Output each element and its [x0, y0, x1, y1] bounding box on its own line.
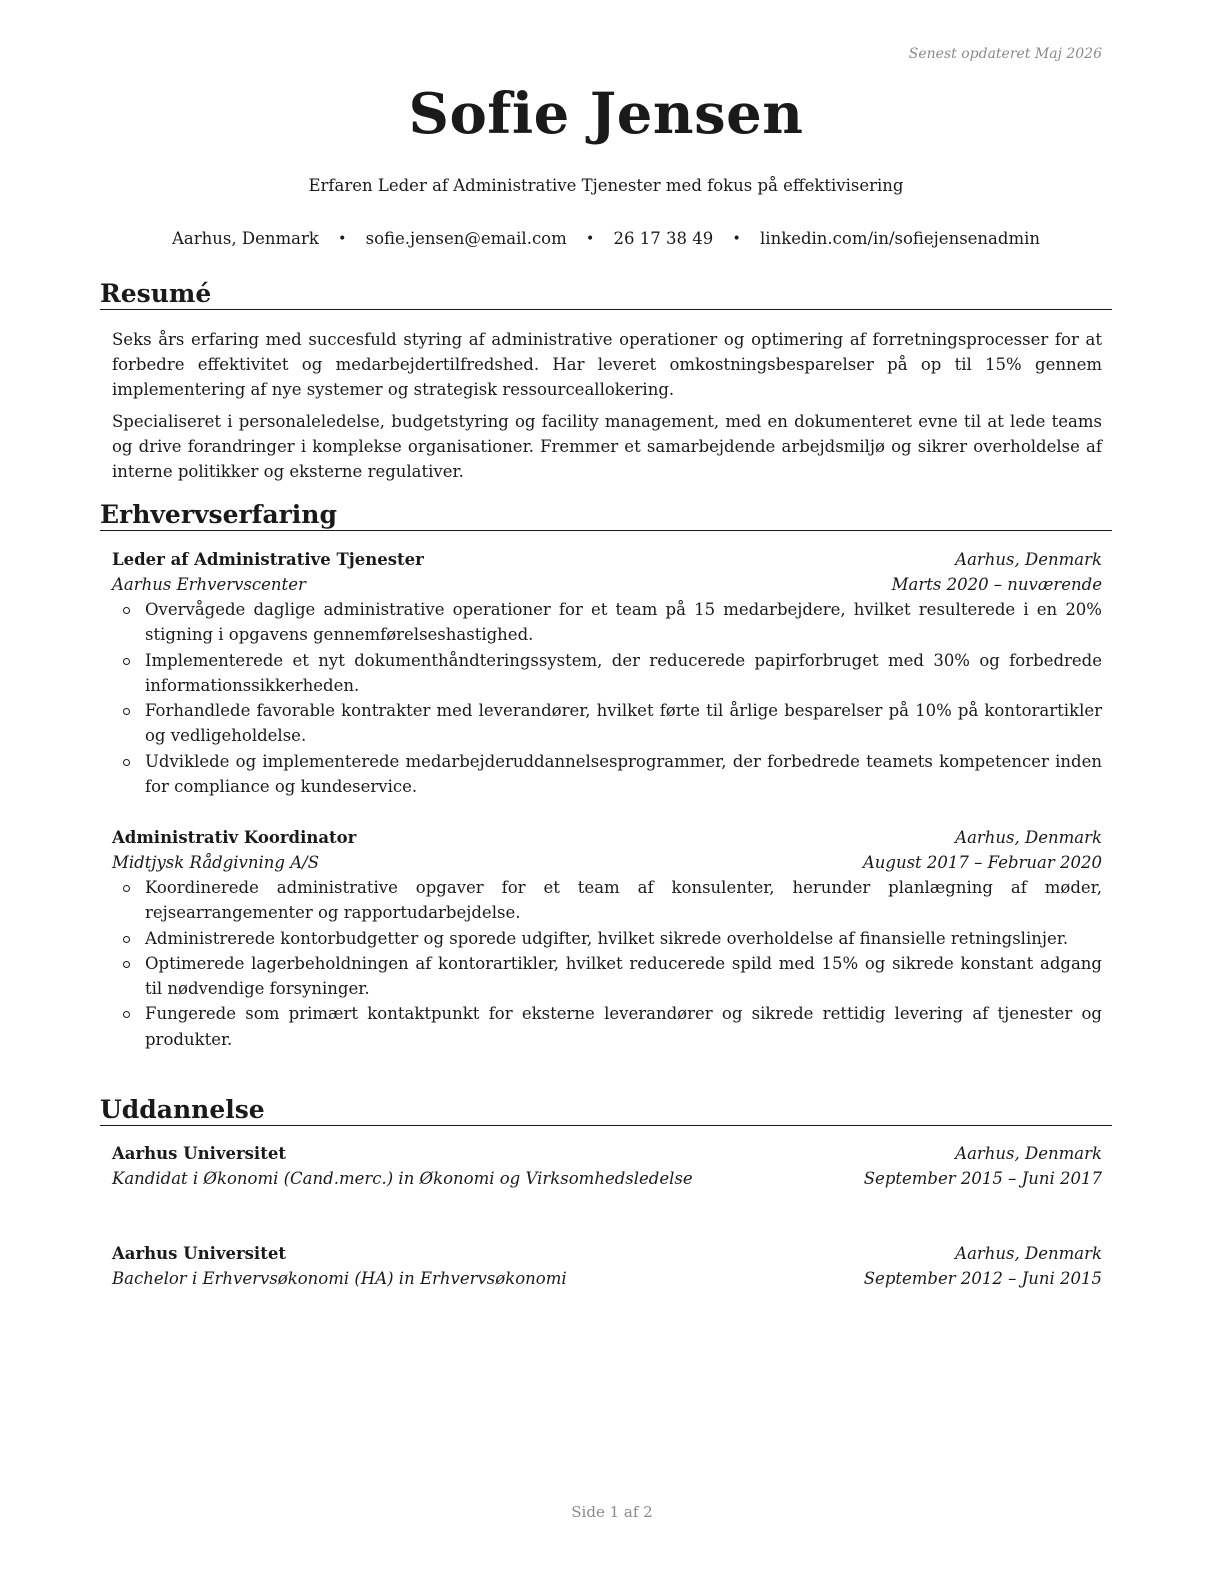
bullet-text: Koordinerede administrative opgaver for et team af konsulenter, herunder planlægning af møder, rejsearrangementer og rapportudarbejdelse.	[145, 878, 1102, 923]
job-location: Aarhus, Denmark	[955, 828, 1102, 847]
bullet-text: Optimerede lagerbeholdningen af kontorartikler, hvilket reducerede spild med 15% og sikrede konstant adgang til nødvendige forsyninger.	[145, 953, 1102, 999]
education-school: Aarhus Universitet	[112, 1144, 286, 1163]
bullet-text: Administrerede kontorbudgetter og sporede udgifter, hvilket sikrede overholdelse af finansielle retningslinjer.	[145, 928, 1069, 948]
circle-bullet-icon	[123, 936, 130, 943]
bullet-text: Overvågede daglige administrative operationer for et team på 15 medarbejdere, hvilket resulterede i en 20% stigning i opgavens gennemførelseshastighed.	[145, 600, 1102, 645]
job-company: Aarhus Erhvervscenter	[112, 575, 306, 594]
education-degree: Kandidat i Økonomi (Cand.merc.) in Økonomi og Virksomhedsledelse	[112, 1169, 693, 1188]
job-header	[112, 547, 1102, 572]
job-subheader	[112, 572, 1102, 597]
bullet-text: Udviklede og implementerede medarbejderuddannelsesprogrammer, der forbedrede teamets kompetencer inden for compliance og kundeservice.	[145, 751, 1102, 797]
last-updated: Senest opdateret Maj 2026	[908, 46, 1102, 62]
contact-line	[100, 229, 1112, 248]
section-title-experience: Erhvervserfaring	[100, 500, 1112, 531]
bullet-text: Forhandlede favorable kontrakter med leverandører, hvilket førte til årlige besparelser på 10% på kontorartikler og vedligeholdelse.	[145, 701, 1102, 746]
section-title-education: Uddannelse	[100, 1095, 1112, 1126]
tagline: Erfaren Leder af Administrative Tjenester med fokus på effektivisering	[308, 176, 904, 195]
job-entry	[112, 547, 1102, 799]
bullet-separator-icon: •	[338, 231, 347, 247]
list-item	[112, 875, 1102, 926]
contact-linkedin[interactable]: linkedin.com/in/sofiejensenadmin	[760, 229, 1040, 248]
list-item	[112, 1001, 1102, 1052]
section-title-summary: Resumé	[100, 279, 1112, 310]
education-subheader	[112, 1266, 1102, 1291]
list-item	[112, 648, 1102, 699]
education-dates: September 2015 – Juni 2017	[863, 1169, 1102, 1188]
job-bullets	[112, 875, 1102, 1052]
summary-paragraph: Specialiseret i personaleledelse, budgetstyring og facility management, med en dokumenteret evne til at lede teams og drive forandringer i komplekse organisationer. Fremmer et samarbejdende arbejdsmiljø og sikrer overholdelse af interne politikker og eksterne regulativer.	[112, 412, 1102, 481]
education-header	[112, 1141, 1102, 1166]
job-location: Aarhus, Denmark	[955, 550, 1102, 569]
circle-bullet-icon	[123, 759, 130, 766]
job-role: Leder af Administrative Tjenester	[112, 550, 424, 569]
contact-email[interactable]: sofie.jensen@email.com	[365, 229, 567, 248]
education-entry	[112, 1241, 1102, 1291]
circle-bullet-icon	[123, 961, 130, 968]
contact-location: Aarhus, Denmark	[172, 229, 319, 248]
page-number: Side 1 af 2	[571, 1503, 653, 1521]
circle-bullet-icon	[123, 885, 130, 892]
list-item	[112, 749, 1102, 800]
bullet-text: Fungerede som primært kontaktpunkt for eksterne leverandører og sikrede rettidig levering af tjenester og produkter.	[145, 1004, 1102, 1049]
education-school: Aarhus Universitet	[112, 1244, 286, 1263]
education-location: Aarhus, Denmark	[955, 1244, 1102, 1263]
education-dates: September 2012 – Juni 2015	[863, 1269, 1102, 1288]
education-degree: Bachelor i Erhvervsøkonomi (HA) in Erhvervsøkonomi	[112, 1269, 567, 1288]
bullet-text: Implementerede et nyt dokumenthåndteringssystem, der reducerede papirforbruget med 30% og forbedrede informationssikkerheden.	[145, 650, 1102, 695]
summary-paragraph: Seks års erfaring med succesfuld styring af administrative operationer og optimering af forretningsprocesser for at forbedre effektivitet og medarbejdertilfredshed. Har leveret omkostningsbesparelser på op til 15% gennem implementering af nye systemer og strategisk ressourceallokering.	[112, 330, 1102, 399]
resume-page	[100, 0, 1112, 1584]
candidate-name: Sofie Jensen	[408, 81, 804, 147]
list-item	[112, 951, 1102, 1002]
job-bullets	[112, 597, 1102, 799]
education-subheader	[112, 1166, 1102, 1191]
job-entry	[112, 825, 1102, 1052]
job-dates: Marts 2020 – nuværende	[891, 575, 1102, 594]
education-header	[112, 1241, 1102, 1266]
bullet-separator-icon: •	[732, 231, 741, 247]
job-company: Midtjysk Rådgivning A/S	[112, 853, 319, 872]
circle-bullet-icon	[123, 607, 130, 614]
circle-bullet-icon	[123, 708, 130, 715]
education-entry	[112, 1141, 1102, 1191]
job-subheader	[112, 850, 1102, 875]
circle-bullet-icon	[123, 658, 130, 665]
list-item	[112, 597, 1102, 648]
list-item	[112, 926, 1102, 951]
job-role: Administrativ Koordinator	[112, 828, 357, 847]
job-dates: August 2017 – Februar 2020	[862, 853, 1102, 872]
job-header	[112, 825, 1102, 850]
contact-phone: 26 17 38 49	[613, 229, 714, 248]
list-item	[112, 698, 1102, 749]
bullet-separator-icon: •	[586, 231, 595, 247]
circle-bullet-icon	[123, 1011, 130, 1018]
education-location: Aarhus, Denmark	[955, 1144, 1102, 1163]
